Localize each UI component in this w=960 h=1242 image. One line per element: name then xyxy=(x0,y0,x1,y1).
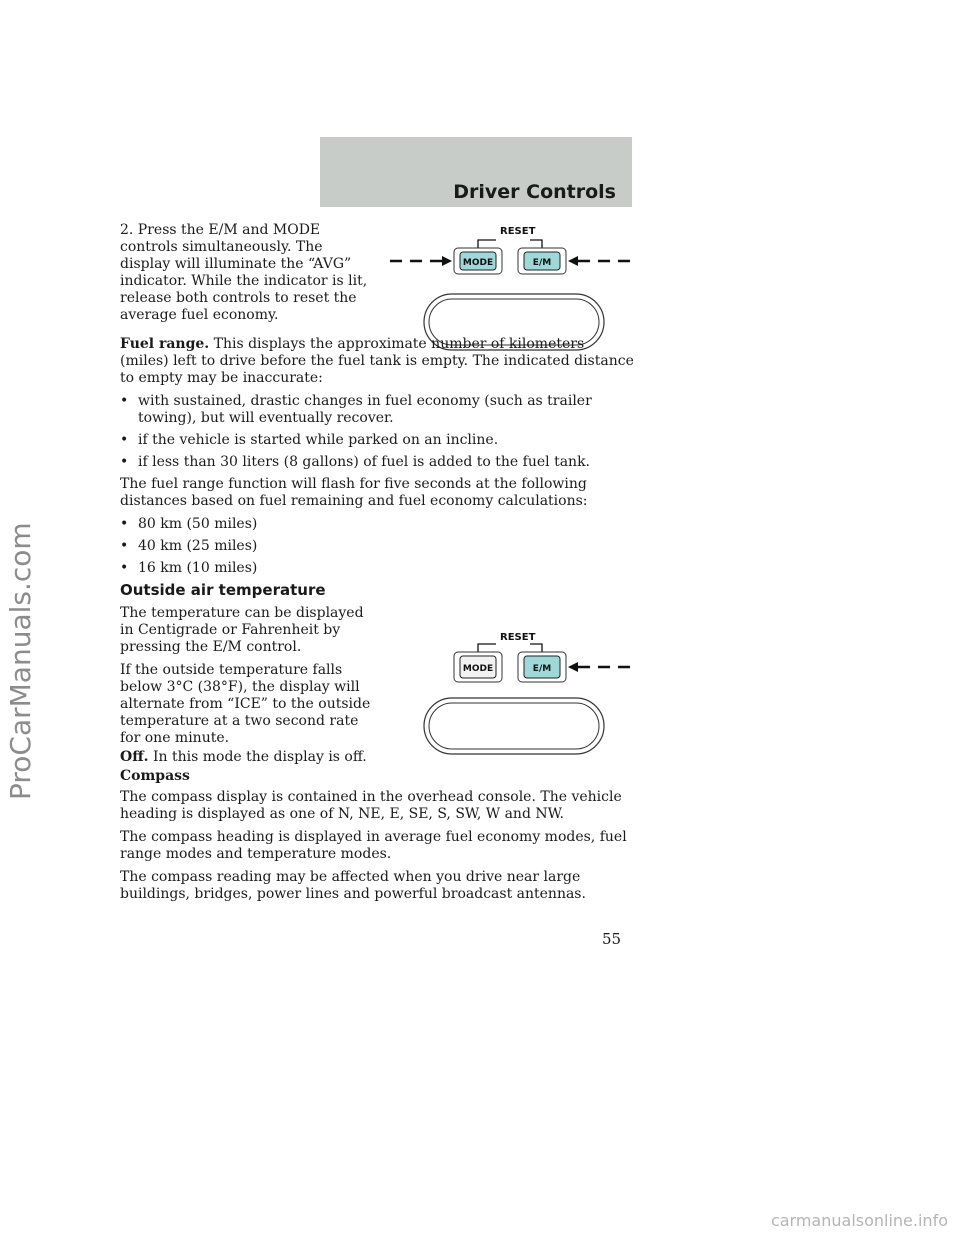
fuel-range-flash-text: The fuel range function will flash for five seconds at the following distances based on fuel remaining and fuel economy calculations: xyxy=(120,476,588,509)
mode-button-label: MODE xyxy=(462,258,494,268)
list-item: • if the vehicle is started while parked on an incline. xyxy=(120,432,635,449)
compass-p3: The compass reading may be affected when you drive near large buildings, bridges, power lines and powerful broadcast antennas. xyxy=(120,869,586,902)
side-watermark: ProCarManuals.com xyxy=(4,522,37,800)
outside-air-p2: If the outside temperature falls below 3°C (38°F), the display will alternate from “ICE” to the outside temperature at a two second rate for one minute. xyxy=(120,662,371,746)
section-header-band xyxy=(320,137,632,207)
fuel-range-label: Fuel range. xyxy=(120,336,210,352)
em-button-label: E/M xyxy=(532,664,552,674)
compass-p1: The compass display is contained in the overhead console. The vehicle heading is displayed as one of N, NE, E, SE, S, SW, W and NW. xyxy=(120,789,622,822)
fuel-range-text: This displays the approximate number of kilometers (miles) left to drive before the fuel tank is empty. The indicated distance to empty may be inaccurate: xyxy=(120,336,634,386)
footer-watermark: carmanualsonline.info xyxy=(770,1211,948,1230)
reset-label: RESET xyxy=(500,226,536,237)
em-button-label: E/M xyxy=(532,258,552,268)
reset-label: RESET xyxy=(500,632,536,643)
section-title: Driver Controls xyxy=(453,181,616,203)
outside-air-heading: Outside air temperature xyxy=(120,581,326,599)
main-text xyxy=(120,222,635,909)
list-item: • 16 km (10 miles) xyxy=(120,560,635,577)
mode-button-label: MODE xyxy=(462,664,494,674)
page-number: 55 xyxy=(602,930,622,948)
compass-p2: The compass heading is displayed in average fuel economy modes, fuel range modes and temperature modes. xyxy=(120,829,627,862)
outside-air-p1: The temperature can be displayed in Centigrade or Fahrenheit by pressing the E/M control. xyxy=(120,605,364,655)
fuel-range-flash-bullets xyxy=(120,516,635,577)
step2-paragraph: 2. Press the E/M and MODE controls simultaneously. The display will illuminate the “AVG” indicator. While the indicator is lit, release both controls to reset the average fuel economy. xyxy=(120,222,368,323)
list-item: • with sustained, drastic changes in fuel economy (such as trailer towing), but will eventually recover. xyxy=(120,393,635,427)
off-label: Off. xyxy=(120,749,149,765)
list-item: • if less than 30 liters (8 gallons) of fuel is added to the fuel tank. xyxy=(120,454,635,471)
list-item: • 40 km (25 miles) xyxy=(120,538,635,555)
fuel-range-paragraph xyxy=(120,336,635,387)
off-text: In this mode the display is off. xyxy=(153,749,367,765)
compass-heading: Compass xyxy=(120,768,190,784)
fuel-range-bullets xyxy=(120,393,635,471)
list-item: • 80 km (50 miles) xyxy=(120,516,635,533)
off-paragraph xyxy=(120,749,635,766)
